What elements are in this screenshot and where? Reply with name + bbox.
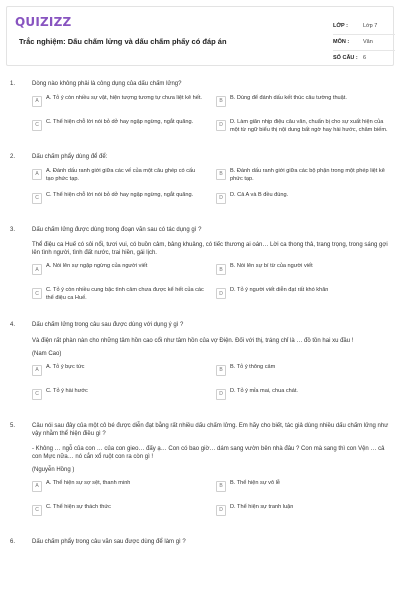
- question-number: 6.: [10, 539, 16, 546]
- meta-label: MÔN :: [333, 38, 350, 45]
- answer-option-d[interactable]: [216, 119, 392, 137]
- answer-option-b[interactable]: [216, 263, 392, 281]
- answer-option-a[interactable]: [32, 168, 208, 186]
- option-text: C. Thể hiện chỗ lời nói bỏ dở hay ngập ngừng, ngắt quãng.: [46, 119, 194, 126]
- option-letter-box[interactable]: B: [216, 264, 226, 275]
- answer-option-b[interactable]: [216, 168, 392, 186]
- answer-option-c[interactable]: [32, 287, 208, 305]
- option-letter-box[interactable]: C: [32, 505, 42, 516]
- option-text: D. Tỏ ý người viết diễn đạt rất khó khăn: [230, 287, 329, 294]
- option-text: D. Tỏ ý mỉa mai, chua chát.: [230, 387, 298, 394]
- meta-row-subject: [333, 35, 395, 51]
- question-text: Dấu chấm lửng trong câu sau được dùng với dụng ý gì ?: [32, 322, 184, 329]
- question-number: 2.: [10, 154, 16, 161]
- option-letter-box[interactable]: B: [216, 96, 226, 107]
- brand-logo: QUIZIZZ: [15, 15, 72, 29]
- question-passage: [32, 241, 392, 257]
- answer-options: [32, 364, 392, 406]
- question-passage: [32, 337, 392, 358]
- option-letter-box[interactable]: A: [32, 169, 42, 180]
- question-number: 3.: [10, 227, 16, 234]
- answer-options: [32, 95, 392, 137]
- quiz-meta: [333, 19, 395, 67]
- meta-value: 6: [363, 55, 367, 62]
- option-letter-box[interactable]: C: [32, 389, 42, 400]
- option-letter-box[interactable]: A: [32, 481, 42, 492]
- question-5: [10, 422, 392, 522]
- passage-paragraph: Và điện rất phàn nàn cho những tâm hồn cao cổi như tâm hồn của vợ Điện. Đối với thị, tráng chỉ là … đồ tồn hai xu đầu !: [32, 337, 354, 344]
- option-letter-box[interactable]: C: [32, 120, 42, 131]
- answer-option-b[interactable]: [216, 480, 392, 498]
- passage-paragraph: (Nguyễn Hồng ): [32, 467, 75, 474]
- option-text: C. Tỏ ý còn nhiều cung bậc tình cảm chưa được kể hết của các thể điệu ca Huế.: [46, 287, 204, 302]
- passage-paragraph: (Nam Cao): [32, 350, 62, 357]
- option-letter-box[interactable]: C: [32, 193, 42, 204]
- quiz-title: Trắc nghiệm: Dấu chấm lửng và dấu chấm phẩy có đáp án: [19, 37, 227, 46]
- option-text: C. Thể hiện sự thách thức: [46, 504, 111, 511]
- option-text: A. Tỏ ý còn nhiều sự vật, hiện tượng tương tự chưa liệt kê hết.: [46, 95, 202, 102]
- option-text: A. Thể hiện sự sợ sệt, thanh minh: [46, 480, 131, 487]
- meta-row-grade: [333, 19, 395, 35]
- option-text: C. Thể hiện chỗ lời nói bỏ dở hay ngập ngừng, ngắt quãng.: [46, 192, 194, 199]
- option-text: D. Cả A và B đều đúng.: [230, 192, 289, 199]
- quiz-header: [6, 6, 394, 66]
- option-letter-box[interactable]: C: [32, 288, 42, 299]
- answer-options: [32, 480, 392, 522]
- question-4: [10, 321, 392, 405]
- option-text: A. Đánh dấu ranh giới giữa các vế của một câu ghép có cấu tạo phức tạp.: [46, 168, 196, 182]
- option-letter-box[interactable]: D: [216, 505, 226, 516]
- answer-option-a[interactable]: [32, 480, 208, 498]
- answer-option-a[interactable]: [32, 364, 208, 382]
- question-number: 1.: [10, 81, 16, 87]
- meta-value: Lớp 7: [363, 22, 378, 29]
- passage-paragraph: Thể điệu ca Huế có sôi nổi, tươi vui, có buồn cảm, bâng khuâng, có tiếc thương ai oán… Lời ca thong thả, trang trọng, trong sáng gợi lên tình người, tình đất nước, trai hiền, gái lịch.: [32, 242, 388, 257]
- question-head: [10, 321, 392, 329]
- meta-label: LỚP :: [333, 22, 348, 29]
- question-head: [10, 80, 392, 88]
- option-letter-box[interactable]: D: [216, 389, 226, 400]
- question-text: Dấu chấm lửng được dùng trong đoạn văn sau có tác dụng gì ?: [32, 227, 202, 234]
- answer-option-c[interactable]: [32, 504, 208, 522]
- answer-options: [32, 168, 392, 210]
- option-letter-box[interactable]: B: [216, 365, 226, 376]
- answer-option-d[interactable]: [216, 192, 392, 210]
- passage-paragraph: - Không … ngỗ của con … của con gieo… đấy ạ… Con có bao giờ… dám sang vườn bên nhà đâu ? Con mà sang thì con Vện … cả con Mực nữa… nó cắn xổ ruột con ra còn gì !: [32, 445, 385, 461]
- question-text: Dấu chấm phẩy trong câu văn sau được dùng để làm gì ?: [32, 539, 186, 546]
- question-number: 4.: [10, 322, 16, 329]
- option-letter-box[interactable]: A: [32, 365, 42, 376]
- option-letter-box[interactable]: B: [216, 481, 226, 492]
- option-text: B. Dùng để đánh dấu kết thúc câu tường thuật.: [230, 95, 347, 102]
- answer-option-d[interactable]: [216, 504, 392, 522]
- answer-option-c[interactable]: [32, 119, 208, 137]
- question-text: Dòng nào không phải là công dụng của dấu chấm lửng?: [32, 81, 182, 87]
- question-head: [10, 226, 392, 234]
- option-text: A. Nói lên sự ngập ngừng của người viết: [46, 263, 148, 270]
- answer-option-c[interactable]: [32, 192, 208, 210]
- question-head: [10, 153, 392, 161]
- meta-label: SỐ CÂU :: [333, 55, 358, 62]
- option-text: B. Thể hiện sự vô lễ: [230, 480, 280, 487]
- option-letter-box[interactable]: D: [216, 120, 226, 131]
- question-6: [10, 538, 392, 546]
- answer-option-a[interactable]: [32, 263, 208, 281]
- question-text: Câu nói sau đây của một cô bé được diễn đạt bằng rất nhiều dấu chấm lửng. Em hãy cho biết, tác giả dùng nhiều dấu chấm lửng như vậy nhằm thể hiện điều gì ?: [32, 422, 389, 437]
- option-text: D. Thể hiện sự tranh luận: [230, 504, 294, 511]
- option-letter-box[interactable]: D: [216, 193, 226, 204]
- answer-option-d[interactable]: [216, 287, 392, 305]
- question-1: [10, 80, 392, 137]
- option-letter-box[interactable]: A: [32, 96, 42, 107]
- answer-options: [32, 263, 392, 305]
- option-text: C. Tỏ ý hài hước: [46, 387, 88, 394]
- question-head: [10, 422, 392, 438]
- option-text: B. Nói lên sự bí từ của người viết: [230, 263, 313, 270]
- question-3: [10, 226, 392, 305]
- option-letter-box[interactable]: D: [216, 288, 226, 299]
- option-letter-box[interactable]: B: [216, 169, 226, 180]
- option-text: B. Tỏ ý thông cảm: [230, 363, 276, 370]
- answer-option-a[interactable]: [32, 95, 208, 113]
- answer-option-b[interactable]: [216, 95, 392, 113]
- question-number: 5.: [10, 422, 16, 429]
- answer-option-c[interactable]: [32, 388, 208, 406]
- option-letter-box[interactable]: A: [32, 264, 42, 275]
- meta-value: Văn: [363, 38, 373, 45]
- meta-row-count: [333, 51, 395, 67]
- answer-option-d[interactable]: [216, 388, 392, 406]
- question-list: [10, 80, 392, 562]
- option-text: B. Đánh dấu ranh giới giữa các bộ phận trong một phép liệt kê phức tạp.: [230, 168, 385, 182]
- question-head: [10, 538, 392, 546]
- option-text: A. Tỏ ý bực tức: [46, 363, 85, 370]
- question-passage: [32, 445, 392, 474]
- answer-option-b[interactable]: [216, 364, 392, 382]
- question-text: Dấu chấm phẩy dùng để để:: [32, 154, 108, 161]
- option-text: D. Làm giãn nhịp điệu câu văn, chuẩn bị cho sự xuất hiện của một từ ngữ biểu thị nội dung bất ngờ hay hài hước, châm biếm.: [230, 119, 388, 133]
- question-2: [10, 153, 392, 210]
